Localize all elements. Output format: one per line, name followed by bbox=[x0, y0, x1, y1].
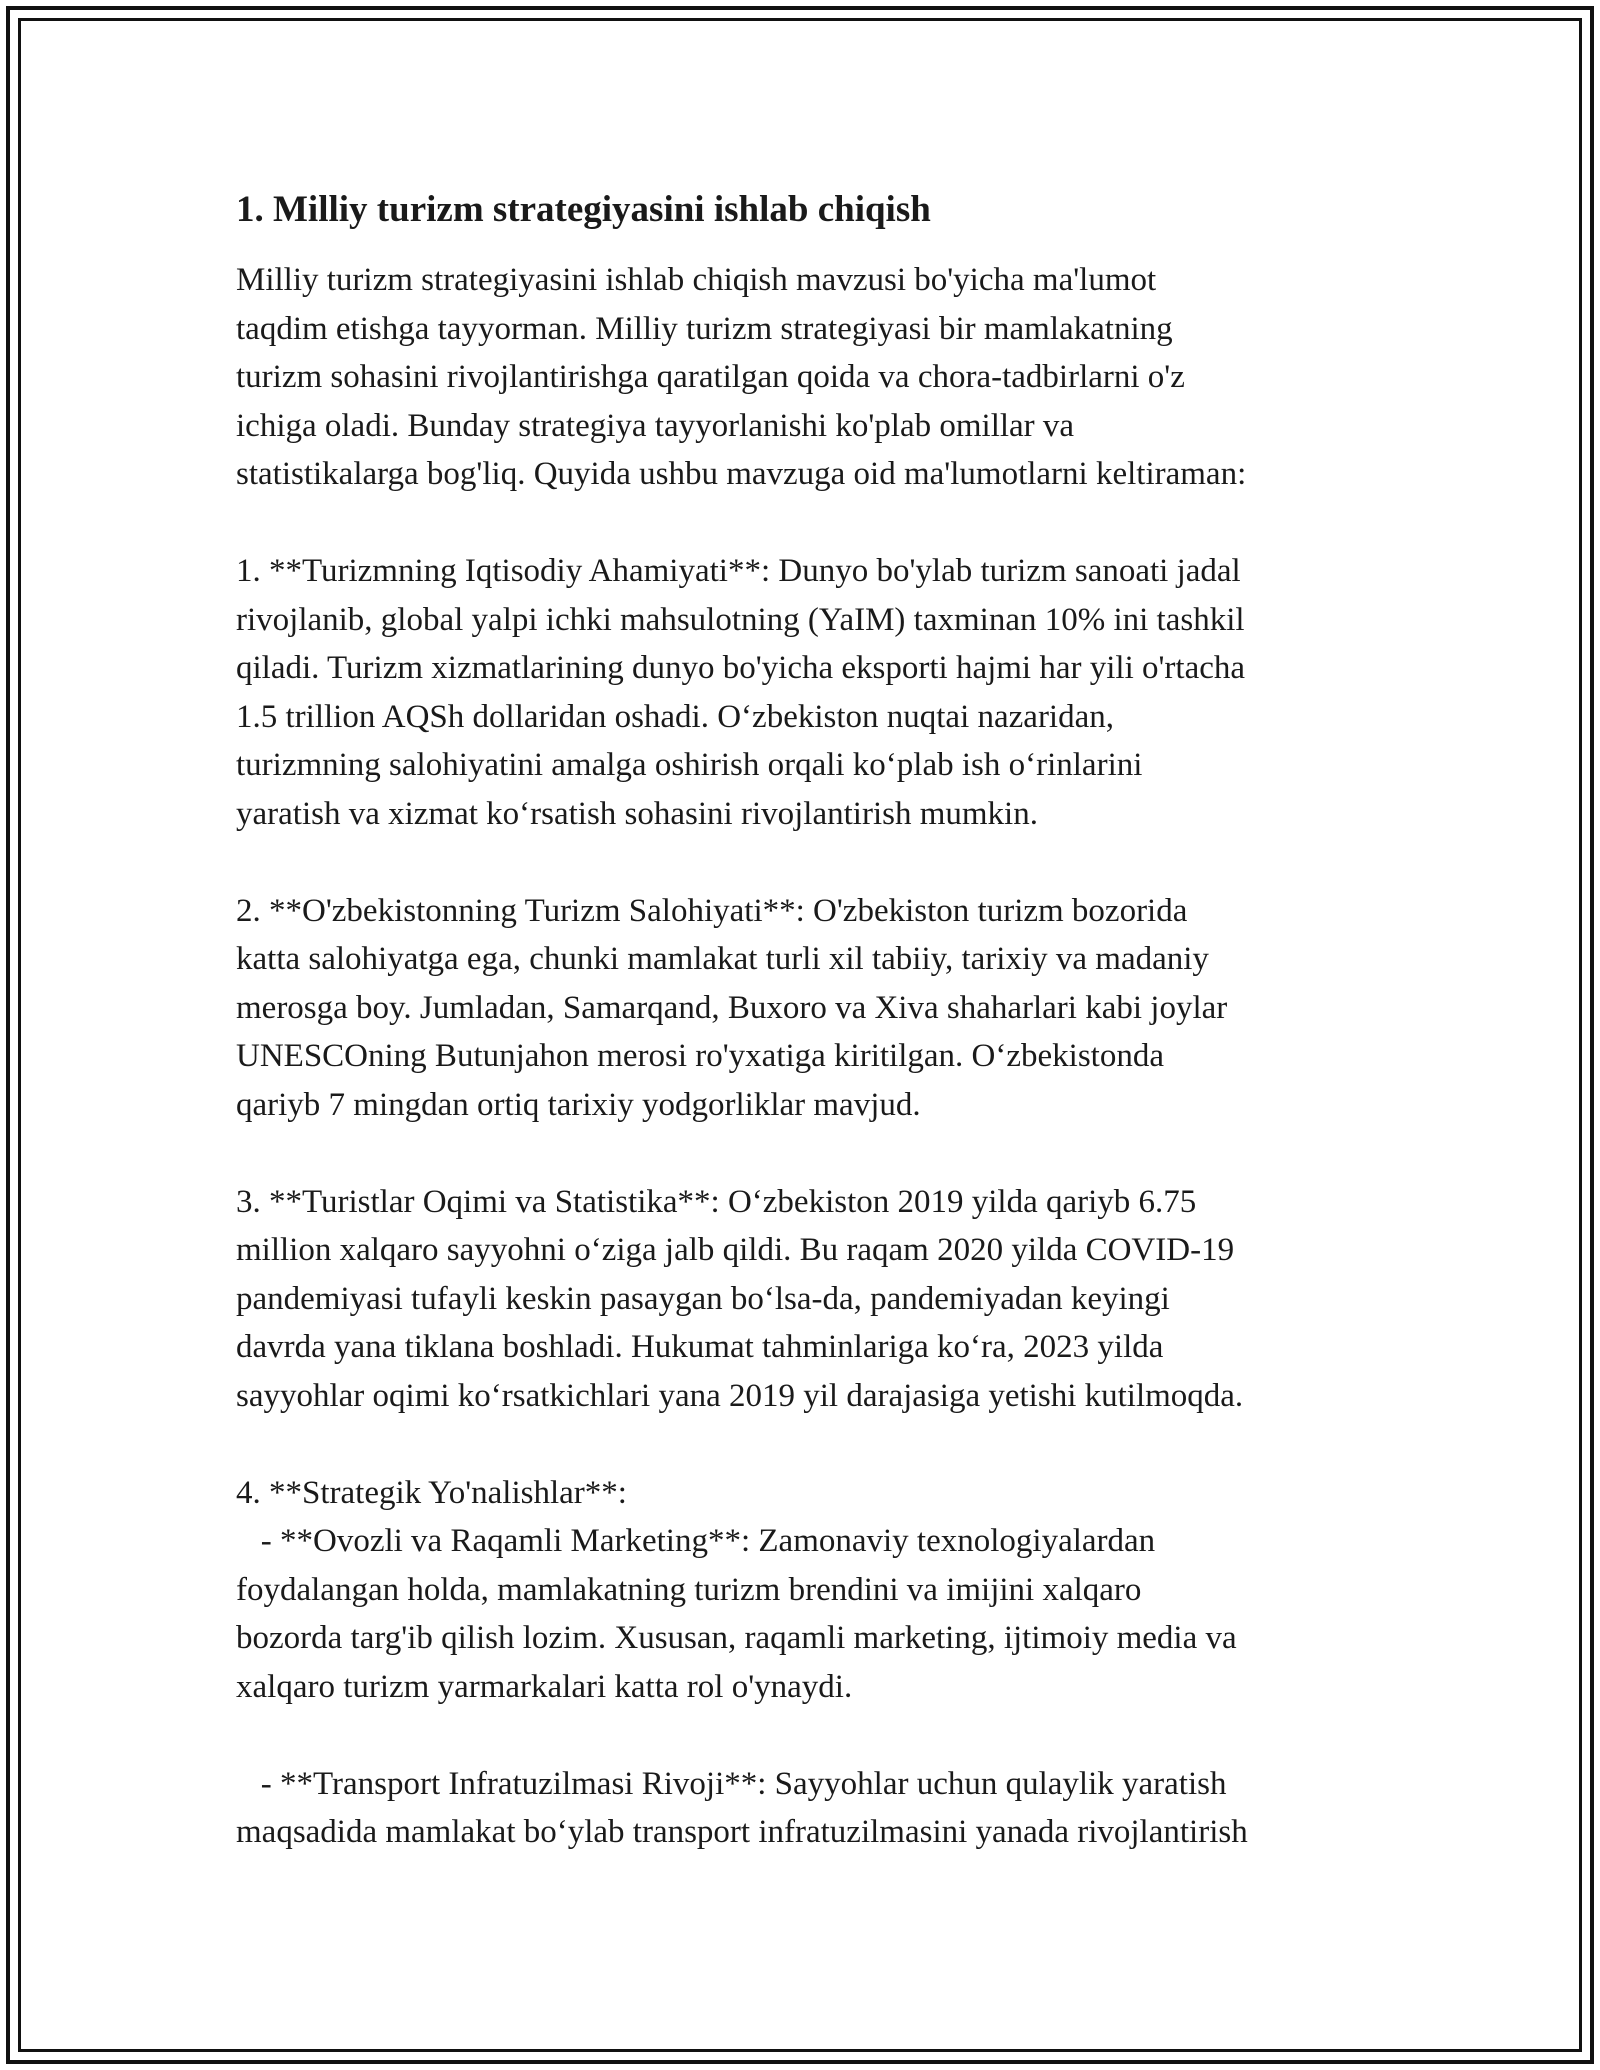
section-4-transport-paragraph: - **Transport Infratuzilmasi Rivoji**: Sayyohlar uchun qulaylik yaratish maqsadida mamlakat bo‘ylab transport infratuzilmasini yanada rivojlantirish bbox=[236, 1765, 1248, 1850]
paragraph-spacer bbox=[236, 499, 1416, 548]
section-4-paragraph: 4. **Strategik Yo'nalishlar**: - **Ovozli va Raqamli Marketing**: Zamonaviy texnologiyalardan foydalangan holda, mamlakatning turizm brendini va imijini xalqaro bozorda targ'ib qilish lozim. Xususan, raqamli marketing, ijtimoiy media va xalqaro turizm yarmarkalari katta rol o'ynaydi. bbox=[236, 1474, 1237, 1705]
paragraph-spacer bbox=[236, 1711, 1416, 1760]
paragraph-spacer bbox=[236, 1129, 1416, 1178]
section-3-paragraph: 3. **Turistlar Oqimi va Statistika**: O‘zbekiston 2019 yilda qariyb 6.75 million xalqaro sayyohni o‘ziga jalb qildi. Bu raqam 2020 yilda COVID-19 pandemiyasi tufayli keskin pasaygan bo‘lsa-da, pandemiyadan keyingi davrda yana tiklana boshladi. Hukumat tahminlariga ko‘ra, 2023 yilda sayyohlar oqimi ko‘rsatkichlari yana 2019 yil darajasiga yetishi kutilmoqda. bbox=[236, 1183, 1244, 1414]
paragraph-spacer bbox=[236, 838, 1416, 887]
document-title: 1. Milliy turizm strategiyasini ishlab chiqish bbox=[236, 189, 931, 230]
paragraph-spacer bbox=[236, 1420, 1416, 1469]
section-2-paragraph: 2. **O'zbekistonning Turizm Salohiyati**: O'zbekiston turizm bozorida katta salohiyatga ega, chunki mamlakat turli xil tabiiy, tarixiy va madaniy merosga boy. Jumladan, Samarqand, Buxoro va Xiva shaharlari kabi joylar UNESCOning Butunjahon merosi ro'yxatiga kiritilgan. O‘zbekistonda qariyb 7 mingdan ortiq tarixiy yodgorliklar mavjud. bbox=[236, 892, 1228, 1123]
section-1-paragraph: 1. **Turizmning Iqtisodiy Ahamiyati**: Dunyo bo'ylab turizm sanoati jadal rivojlanib, global yalpi ichki mahsulotning (YaIM) taxminan 10% ini tashkil qiladi. Turizm xizmatlarining dunyo bo'yicha eksporti hajmi har yili o'rtacha 1.5 trillion AQSh dollaridan oshadi. O‘zbekiston nuqtai nazaridan, turizmning salohiyatini amalga oshirish orqali ko‘plab ish o‘rinlarini yaratish va xizmat ko‘rsatish sohasini rivojlantirish mumkin. bbox=[236, 553, 1246, 832]
intro-paragraph: Milliy turizm strategiyasini ishlab chiqish mavzusi bo'yicha ma'lumot taqdim etishga tayyorman. Milliy turizm strategiyasi bir mamlakatning turizm sohasini rivojlantirishga qaratilgan qoida va chora-tadbirlarni o'z ichiga oladi. Bunday strategiya tayyorlanishi ko'plab omillar va statistikalarga bog'liq. Quyida ushbu mavzuga oid ma'lumotlarni keltiraman: bbox=[236, 262, 1247, 492]
document-body bbox=[236, 186, 1416, 1857]
